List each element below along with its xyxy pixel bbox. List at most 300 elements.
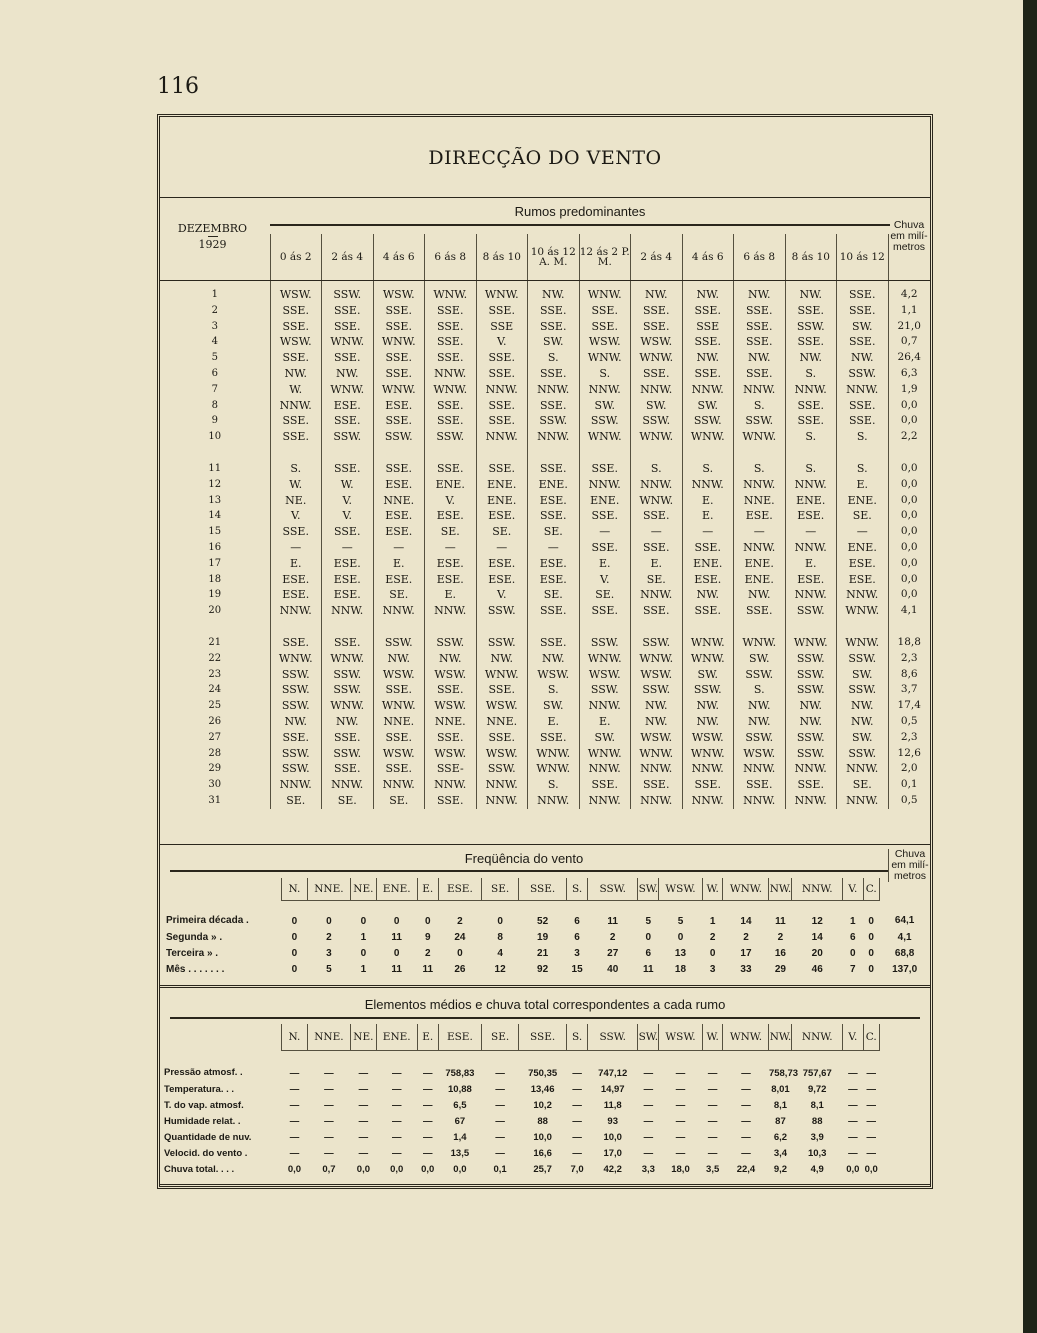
element-cell: 758,83 (445, 1067, 475, 1079)
frequency-cell: 1 (360, 963, 367, 975)
day-row (160, 746, 930, 762)
direction-cell: WSW. (631, 334, 683, 350)
direction-cell: SE. (373, 587, 425, 603)
direction-cell: SW. (837, 319, 889, 335)
element-cell: 25,7 (533, 1163, 552, 1175)
frequency-cell: 2 (743, 931, 749, 943)
direction-cell: WSW. (579, 667, 631, 683)
direction-cell: SSE. (631, 366, 683, 382)
day-row (160, 413, 930, 429)
direction-cell: E. (837, 477, 889, 493)
frequency-cell: 11 (391, 963, 402, 975)
bottom-rule (160, 1184, 930, 1187)
element-cell: 4,9 (810, 1163, 824, 1175)
day-number: 3 (160, 319, 270, 335)
day-number: 27 (160, 730, 270, 746)
gap-cell (837, 445, 889, 461)
direction-cell: SSE. (682, 540, 734, 556)
day-row (160, 714, 930, 730)
element-cell: — (572, 1115, 582, 1127)
element-row (160, 1081, 930, 1097)
direction-cell: SSE. (270, 319, 322, 335)
direction-cell: SSE. (425, 413, 477, 429)
direction-cell: SSE. (373, 761, 425, 777)
rain-value: 0,0 (900, 414, 918, 427)
day-number: 24 (160, 682, 270, 698)
gap-cell (322, 445, 374, 461)
direction-cell: NW. (425, 651, 477, 667)
frequency-cell: 3 (709, 963, 716, 975)
direction-cell: SSE. (528, 303, 580, 319)
direction-cell: SSE. (528, 508, 580, 524)
direction-cell: NW. (734, 281, 786, 303)
direction-cell: NW. (734, 714, 786, 730)
frequency-cell: 0 (868, 931, 874, 943)
element-cell: — (495, 1147, 505, 1159)
row-label: Segunda » . (166, 931, 223, 943)
direction-cell: NNW. (682, 793, 734, 809)
decade-gap-row (160, 445, 930, 461)
direction-cell: SSE. (373, 413, 425, 429)
day-number: 11 (160, 461, 270, 477)
element-cell: 10,0 (533, 1131, 552, 1143)
direction-cell: ESE. (322, 572, 374, 588)
frequency-cell: 52 (537, 915, 549, 927)
period-header: 0 ás 2 (270, 234, 322, 281)
element-cell: 13,46 (530, 1083, 555, 1095)
direction-cell: — (785, 524, 837, 540)
frequency-cell: 11 (643, 963, 654, 975)
element-cell: 10,0 (603, 1131, 622, 1143)
frequency-cell: 0 (868, 915, 874, 927)
direction-cell: SSE. (785, 777, 837, 793)
direction-cell: NW. (682, 281, 734, 303)
direction-cell: NNW. (785, 382, 837, 398)
direction-cell: SSE. (837, 281, 889, 303)
day-row (160, 603, 930, 619)
frequency-body (160, 901, 930, 978)
direction-cell: SW. (837, 667, 889, 683)
direction-cell: SSE. (270, 350, 322, 366)
frequency-table (160, 878, 930, 977)
direction-cell: SSW. (837, 746, 889, 762)
direction-cell: — (373, 540, 425, 556)
direction-cell: SSE. (476, 350, 528, 366)
element-cell: — (358, 1067, 369, 1079)
direction-cell: V. (425, 493, 477, 509)
direction-cell: WNW. (322, 651, 374, 667)
direction-cell: ESE. (322, 587, 374, 603)
direction-cell: WNW. (734, 429, 786, 445)
direction-header: SE. (482, 878, 519, 901)
direction-cell: WNW. (631, 493, 683, 509)
direction-cell: SSE. (528, 398, 580, 414)
direction-cell: NW. (322, 366, 374, 382)
direction-cell: SE. (425, 524, 477, 540)
direction-cell: NNW. (579, 698, 631, 714)
rain-value: 17,4 (897, 699, 921, 712)
rain-value: 0,5 (900, 714, 918, 727)
element-cell: — (358, 1099, 369, 1111)
direction-cell: ESE. (373, 398, 425, 414)
direction-cell: NNW. (476, 429, 528, 445)
frequency-cell: 7 (850, 963, 856, 975)
element-cell: 3,3 (641, 1163, 655, 1175)
rain-value: 137,0 (892, 963, 918, 975)
direction-cell: WSW. (373, 746, 425, 762)
direction-header: NW. (769, 1024, 792, 1051)
frequency-cell: 9 (424, 931, 431, 943)
direction-cell: SE. (528, 587, 580, 603)
element-cell: — (495, 1099, 505, 1111)
direction-cell: WNW. (270, 651, 322, 667)
direction-cell: NNW. (579, 477, 631, 493)
row-label: Terceira » . (166, 947, 219, 959)
direction-cell: NNW. (270, 603, 322, 619)
direction-cell: WSW. (270, 281, 322, 303)
direction-cell: S. (837, 461, 889, 477)
element-cell: — (391, 1147, 402, 1159)
frequency-cell: 27 (607, 947, 619, 959)
row-label: Pressão atmosf. . (164, 1067, 243, 1079)
frequency-title-rule (170, 870, 888, 872)
day-column-header (160, 234, 270, 281)
direction-cell: NNW. (322, 777, 374, 793)
direction-cell: E. (528, 714, 580, 730)
frequency-cell: 0 (393, 915, 400, 927)
direction-cell: NNE. (373, 493, 425, 509)
element-cell: 0,0 (390, 1163, 404, 1175)
direction-cell: NNW. (682, 761, 734, 777)
direction-cell: NW. (528, 281, 580, 303)
direction-cell: SSW. (837, 682, 889, 698)
direction-cell: SSE. (476, 398, 528, 414)
element-cell: 3,9 (810, 1131, 824, 1143)
direction-cell: SSW. (270, 761, 322, 777)
elements-body (160, 1051, 930, 1178)
element-cell: — (495, 1131, 505, 1143)
frequency-cell: 29 (774, 963, 786, 975)
element-cell: — (289, 1115, 300, 1127)
direction-cell: SSE. (528, 461, 580, 477)
direction-cell: ESE. (270, 572, 322, 588)
direction-cell: SSE. (785, 334, 837, 350)
direction-cell: ESE. (373, 508, 425, 524)
day-number: 9 (160, 413, 270, 429)
direction-cell: SSE. (579, 461, 631, 477)
direction-cell: S. (734, 398, 786, 414)
gap-cell (160, 445, 270, 461)
frequency-row (160, 945, 930, 961)
direction-cell: NW. (734, 350, 786, 366)
day-number: 19 (160, 587, 270, 603)
direction-cell: NW. (631, 281, 683, 303)
gap-cell (476, 619, 528, 635)
direction-cell: WNW. (373, 334, 425, 350)
element-cell: — (866, 1147, 876, 1159)
frequency-cell: 6 (850, 931, 856, 943)
element-cell: — (324, 1099, 334, 1111)
gap-cell (270, 445, 322, 461)
direction-cell: ESE. (528, 556, 580, 572)
rain-value: 0,0 (900, 398, 918, 411)
frequency-cell: 0 (291, 931, 298, 943)
gap-cell (373, 619, 425, 635)
element-cell: 9,2 (773, 1163, 788, 1175)
direction-cell: S. (837, 429, 889, 445)
element-cell: — (707, 1083, 718, 1095)
element-cell: — (422, 1083, 433, 1095)
direction-cell: SSW. (425, 635, 477, 651)
direction-cell: SSE. (837, 334, 889, 350)
direction-cell: SSW. (528, 413, 580, 429)
element-cell: 10,2 (533, 1099, 552, 1111)
frequency-cell: 0 (645, 931, 652, 943)
element-cell: 8,1 (773, 1099, 788, 1111)
rain-column-header (888, 234, 930, 281)
element-cell: — (495, 1115, 505, 1127)
direction-cell: V. (270, 508, 322, 524)
direction-cell: NW. (837, 714, 889, 730)
period-header: 6 ás 8 (425, 234, 477, 281)
day-row (160, 777, 930, 793)
direction-cell: NW. (373, 651, 425, 667)
frequency-cell: 16 (774, 947, 786, 959)
element-cell: — (707, 1067, 718, 1079)
day-row (160, 350, 930, 366)
direction-cell: SSE. (579, 508, 631, 524)
direction-cell: NNW. (785, 793, 837, 809)
element-row (160, 1113, 930, 1129)
day-number: 16 (160, 540, 270, 556)
direction-cell: E. (270, 556, 322, 572)
direction-header: WSW. (659, 878, 703, 901)
direction-header: S. (567, 878, 588, 901)
rain-value: 0,0 (900, 477, 918, 490)
gap-cell (888, 445, 930, 461)
direction-cell: SW. (682, 667, 734, 683)
decade-gap-row (160, 619, 930, 635)
direction-cell: WNW. (476, 281, 528, 303)
direction-cell: NNW. (631, 587, 683, 603)
direction-cell: SSE. (425, 793, 477, 809)
direction-cell: SSW. (785, 682, 837, 698)
direction-cell: — (631, 524, 683, 540)
element-cell: — (866, 1099, 876, 1111)
direction-cell: ENE. (734, 556, 786, 572)
direction-cell: WNW. (837, 603, 889, 619)
frequency-cell: 0 (850, 947, 856, 959)
rain-value: 2,2 (900, 430, 918, 443)
rain-value: 18,8 (897, 635, 921, 648)
frequency-cell: 40 (607, 963, 619, 975)
day-row (160, 698, 930, 714)
element-cell: — (572, 1147, 582, 1159)
direction-cell: NNW. (579, 793, 631, 809)
book-binding-edge (1023, 0, 1037, 1333)
day-row (160, 761, 930, 777)
direction-cell: SSW. (476, 603, 528, 619)
direction-cell: WSW. (528, 667, 580, 683)
element-cell: 0,0 (864, 1163, 878, 1175)
direction-cell: WNW. (322, 382, 374, 398)
month-label: DEZEMBRO (177, 222, 248, 235)
direction-cell: V. (476, 334, 528, 350)
day-number: 2 (160, 303, 270, 319)
direction-cell: SSE. (734, 603, 786, 619)
direction-cell: ENE. (734, 572, 786, 588)
direction-cell: ESE. (322, 398, 374, 414)
direction-cell: SSW. (270, 667, 322, 683)
direction-cell: SSW. (322, 682, 374, 698)
frequency-cell: 2 (709, 931, 716, 943)
direction-cell: ESE. (528, 493, 580, 509)
direction-cell: NW. (785, 714, 837, 730)
direction-cell: SSE. (373, 730, 425, 746)
direction-header: SSE. (518, 1024, 566, 1051)
element-cell: 42,2 (603, 1163, 622, 1175)
element-cell: 0,0 (287, 1163, 302, 1175)
rain-value: 1,9 (900, 382, 918, 395)
day-row (160, 429, 930, 445)
day-row (160, 524, 930, 540)
direction-cell: ENE. (837, 540, 889, 556)
element-cell: — (289, 1131, 300, 1143)
element-cell: — (391, 1099, 402, 1111)
gap-cell (837, 619, 889, 635)
direction-header: WNW. (723, 1024, 769, 1051)
direction-cell: SW. (528, 698, 580, 714)
frequency-cell: 46 (811, 963, 823, 975)
direction-cell: SSW. (631, 635, 683, 651)
direction-cell: SSE. (528, 319, 580, 335)
direction-cell: SSE. (631, 319, 683, 335)
frequency-cell: 26 (454, 963, 466, 975)
direction-cell: SSW. (579, 635, 631, 651)
day-row (160, 461, 930, 477)
direction-cell: NW. (270, 366, 322, 382)
direction-cell: SW. (682, 398, 734, 414)
direction-cell: SSE. (837, 398, 889, 414)
day-row (160, 281, 930, 303)
direction-cell: — (476, 540, 528, 556)
direction-cell: NNW. (528, 429, 580, 445)
direction-cell: WNW. (322, 334, 374, 350)
gap-cell (476, 445, 528, 461)
direction-cell: SSW. (322, 667, 374, 683)
direction-table (160, 234, 930, 809)
day-row (160, 366, 930, 382)
direction-cell: WNW. (631, 350, 683, 366)
direction-cell: ESE. (322, 556, 374, 572)
direction-cell: NW. (785, 698, 837, 714)
direction-cell: E. (682, 508, 734, 524)
direction-cell: SSE. (837, 303, 889, 319)
direction-header: NNW. (792, 1024, 843, 1051)
direction-cell: SSE. (631, 603, 683, 619)
direction-cell: WSW. (270, 334, 322, 350)
row-label: T. do vap. atmosf. (164, 1099, 244, 1111)
direction-cell: SSW. (837, 651, 889, 667)
gap-cell (682, 619, 734, 635)
direction-cell: SSE. (631, 540, 683, 556)
direction-cell: E. (631, 556, 683, 572)
direction-cell: WSW. (476, 746, 528, 762)
element-cell: — (848, 1083, 858, 1095)
direction-cell: WSW. (476, 698, 528, 714)
direction-cell: — (425, 540, 477, 556)
direction-cell: NNW. (425, 366, 477, 382)
direction-cell: V. (322, 508, 374, 524)
elements-header-row (160, 1024, 930, 1051)
element-cell: — (358, 1115, 369, 1127)
period-header: 8 ás 10 (476, 234, 528, 281)
frequency-cell: 12 (811, 915, 823, 927)
frequency-cell: 0 (291, 947, 298, 959)
direction-cell: S. (528, 682, 580, 698)
direction-cell: NNW. (631, 761, 683, 777)
frequency-cell: 1 (850, 915, 856, 927)
direction-cell: ENE. (785, 493, 837, 509)
direction-cell: SSE. (476, 461, 528, 477)
direction-cell: ESE. (734, 508, 786, 524)
frequency-cell: 5 (326, 963, 332, 975)
direction-cell: WNW. (373, 698, 425, 714)
direction-cell: SSE. (425, 350, 477, 366)
elements-section (160, 985, 930, 1188)
element-cell: — (391, 1115, 402, 1127)
element-cell: — (707, 1099, 718, 1111)
direction-cell: SSE. (837, 413, 889, 429)
element-cell: — (391, 1067, 402, 1079)
element-cell: 16,6 (533, 1147, 552, 1159)
direction-cell: SW. (528, 334, 580, 350)
direction-cell: NNW. (734, 793, 786, 809)
element-cell: — (289, 1067, 300, 1079)
direction-cell: SSE. (579, 303, 631, 319)
direction-header: V. (843, 1024, 864, 1051)
element-cell: — (866, 1067, 876, 1079)
rain-value: 0,0 (900, 525, 918, 538)
direction-cell: SSE. (270, 303, 322, 319)
element-cell: — (643, 1083, 654, 1095)
frequency-cell: 5 (677, 915, 684, 927)
direction-cell: WNW. (734, 635, 786, 651)
day-number: 22 (160, 651, 270, 667)
direction-cell: SSW. (373, 429, 425, 445)
direction-cell: SSE. (682, 603, 734, 619)
direction-cell: SSE. (425, 682, 477, 698)
rain-value: 0,0 (900, 556, 918, 569)
element-cell: 750,35 (528, 1067, 558, 1079)
direction-cell: SSW. (734, 730, 786, 746)
direction-cell: NW. (837, 698, 889, 714)
row-label: Quantidade de nuv. (164, 1131, 252, 1143)
direction-cell: SSE. (373, 350, 425, 366)
direction-cell: NNW. (373, 603, 425, 619)
direction-cell: SSE. (322, 303, 374, 319)
direction-header: SE. (482, 1024, 519, 1051)
direction-cell: SSW. (476, 761, 528, 777)
direction-cell: SSW. (785, 651, 837, 667)
gap-cell (160, 619, 270, 635)
day-number: 20 (160, 603, 270, 619)
direction-cell: ESE. (425, 572, 477, 588)
direction-cell: S. (785, 461, 837, 477)
element-cell: — (848, 1131, 858, 1143)
frequency-cell: 3 (326, 947, 332, 959)
direction-cell: SW. (734, 651, 786, 667)
